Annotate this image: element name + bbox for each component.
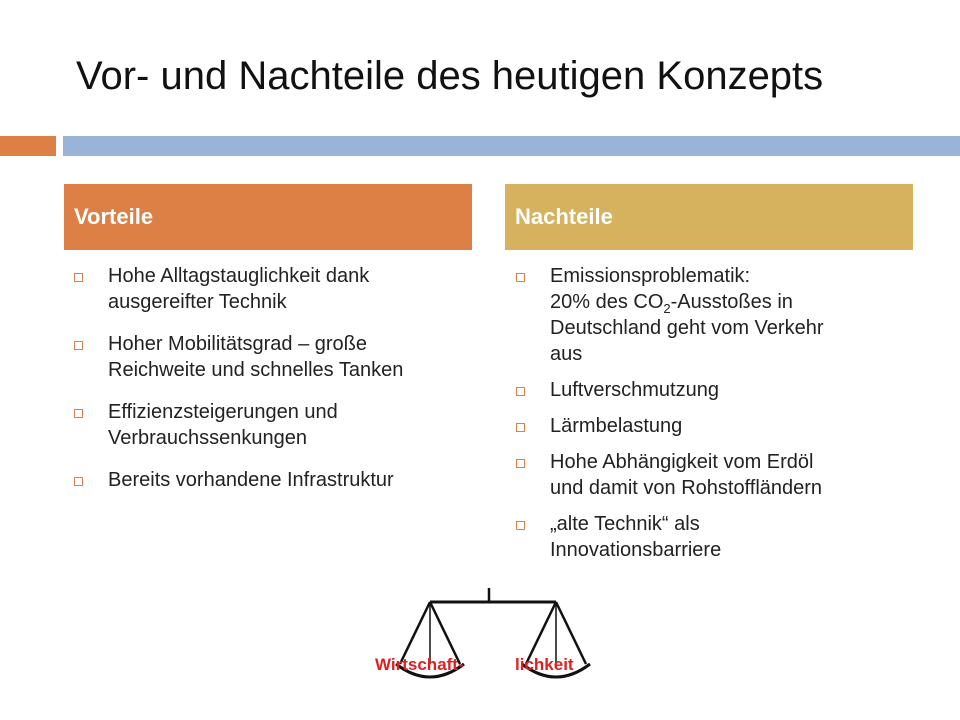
scale-label-left: Wirtschaft- xyxy=(375,655,464,674)
square-bullet-icon xyxy=(74,409,83,418)
square-bullet-icon xyxy=(516,387,525,396)
pros-heading: Vorteile xyxy=(64,184,472,250)
square-bullet-icon xyxy=(516,459,525,468)
pros-list-item: Effizienzsteigerungen und Verbrauchssenkungen xyxy=(72,399,472,451)
scale-label-right: lichkeit xyxy=(515,655,574,674)
slide-title: Vor- und Nachteile des heutigen Konzepts xyxy=(76,54,824,98)
pros-list-item: Hohe Alltagstauglichkeit dank ausgereifter Technik xyxy=(72,263,472,315)
square-bullet-icon xyxy=(516,423,525,432)
cons-heading: Nachteile xyxy=(505,184,913,250)
cons-list-item: Lärmbelastung xyxy=(514,413,914,439)
cons-list-item: Emissionsproblematik: 20% des $CO_2$-Ausstoßes in Deutschland geht vom Verkehr aus xyxy=(514,263,914,367)
title-rule-accent xyxy=(0,136,56,156)
cons-list-item: „alte Technik“ als Innovationsbarriere xyxy=(514,511,914,563)
square-bullet-icon xyxy=(74,477,83,486)
cons-list-item: Luftverschmutzung xyxy=(514,377,914,403)
title-rule-bar xyxy=(63,136,960,156)
square-bullet-icon xyxy=(74,273,83,282)
pros-list-item: Hoher Mobilitätsgrad – große Reichweite und schnelles Tanken xyxy=(72,331,472,383)
cons-list-item: Hohe Abhängigkeit vom Erdöl und damit von Rohstoffländern xyxy=(514,449,914,501)
square-bullet-icon xyxy=(516,273,525,282)
pros-list xyxy=(72,263,472,509)
balance-scale-icon xyxy=(392,586,598,720)
cons-list xyxy=(514,263,914,573)
square-bullet-icon xyxy=(74,341,83,350)
pros-list-item: Bereits vorhandene Infrastruktur xyxy=(72,467,472,493)
square-bullet-icon xyxy=(516,521,525,530)
